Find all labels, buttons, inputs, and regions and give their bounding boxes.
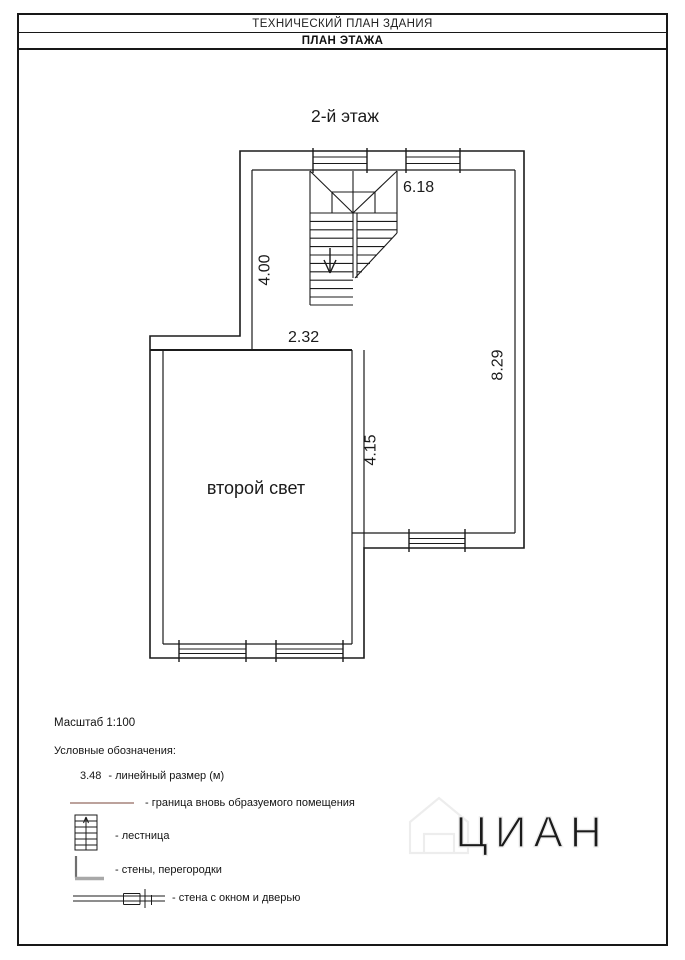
watermark xyxy=(410,798,609,857)
building-inner-walls xyxy=(163,170,515,644)
legend-dimension-label: - линейный размер (м) xyxy=(108,770,225,782)
dimension-top-wall: 6.18 xyxy=(403,179,435,196)
document-title: ТЕХНИЧЕСКИЙ ПЛАН ЗДАНИЯ xyxy=(19,15,666,33)
floor-label: 2-й этаж xyxy=(310,106,380,126)
legend-title: Условные обозначения: xyxy=(54,745,176,757)
legend-window-door-icon xyxy=(73,889,165,908)
legend-walls-label: - стены, перегородки xyxy=(115,864,222,876)
staircase xyxy=(310,171,397,305)
legend-boundary-label: - граница вновь образуемого помещения xyxy=(145,797,355,809)
scale-label: Масштаб 1:100 xyxy=(54,717,136,729)
legend-item-dimension xyxy=(80,770,224,782)
legend-window-door-label: - стена с окном и дверью xyxy=(172,892,301,904)
watermark-house-door xyxy=(424,834,454,853)
room-label: второй свет xyxy=(206,478,306,498)
legend-dimension-value: 3.48 xyxy=(80,770,102,782)
watermark-text: ЦИАН xyxy=(455,808,609,857)
dimension-opening: 2.32 xyxy=(288,329,320,346)
legend-stairs-label: - лестница xyxy=(115,830,170,842)
dimension-inner-wall: 4.15 xyxy=(362,434,380,466)
legend-walls-icon xyxy=(75,856,104,879)
legend-stairs-icon xyxy=(75,815,97,850)
dimension-left-wall: 4.00 xyxy=(256,254,274,286)
stair-direction-arrow xyxy=(324,248,336,273)
dimension-right-wall: 8.29 xyxy=(489,349,507,381)
document-subtitle: ПЛАН ЭТАЖА xyxy=(19,33,666,50)
building-outer-walls xyxy=(150,151,524,658)
